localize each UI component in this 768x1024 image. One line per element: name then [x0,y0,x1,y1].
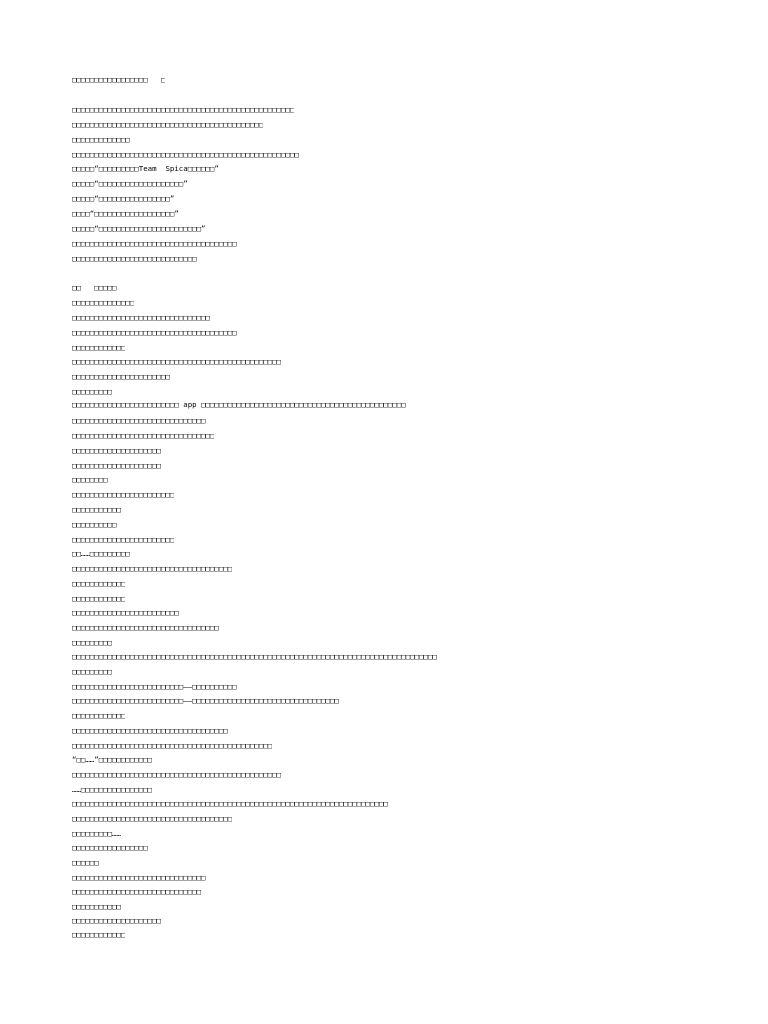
text-line: □□□□□□□□□□□□□□□□□□□□□□□□□□□□□□□ [72,313,210,322]
text-line: □□□□□□□□□□□□□□□□□□□□□□□ [72,535,175,544]
text-line: □□□□□□□□□ [72,387,113,396]
text-line: □□□□□□□□□□□□□□□□□□□□□□□□□□□□□□□□□□□□□□□□□□□□□□□ [72,357,282,366]
text-line: □□□□□□□□□…… [72,829,121,838]
text-line: □□□□□□ [72,858,99,867]
text-line: □□□□□□□□□□□□ [72,579,126,588]
text-line: □□□□□□□□□□ [72,520,117,529]
text-line: □□□□□□□□□□□□□□□□□□□□□□□□□□□□□□□□□□□□□□□□□□□□□□□□□□□ [72,150,299,159]
text-line: □□□□□“□□□□□□□□□□□□□□□□□□□□□□□” [72,224,206,233]
text-line: □□□□□□□□□□□□ [72,594,126,603]
text-line: “□□……”□□□□□□□□□□□□ [72,755,153,764]
text-line: □□□□□□□□□□□ [72,505,121,514]
text-line: □□□□□□□□□□□□□□□□□□□□□□□□□□□□□□□□□□□ [72,726,228,735]
text-line: □□□□□□□□□□□□□□□□□□□□□□□□□□□□□□□□□□□□□ [72,239,237,248]
text-line: □□……□□□□□□□□□ [72,549,130,558]
text-line: □□□□□□□□□□□□□□□□□ □ [72,75,166,84]
text-line: □□□□□“□□□□□□□□□□□□□□□□□□□” [72,179,188,188]
text-line: □□□□□□□□□□□ [72,902,121,911]
text-line: □□□□□□□□□□□□□□□□□□□□□□□□□□□□ [72,254,197,263]
text-line: □□□□□□□□□□□□□□□□□□□□□□□□□□□□□□□□□□□□□□□□□□□□□ [72,741,273,750]
text-line: ……□□□□□□□□□□□□□□□□ [72,785,153,794]
text-line: □□□□□□□□□□□□□□□□□ [72,843,148,852]
text-line: □□□□□□□□□□□□□□□□□□□□□□□□□□□□□□□□□□□□□□□□□□□□□□□□□□ [72,105,295,114]
text-line: □□□□□□□□□□□□□□□□□□□□□□□□□□□□□□□□□□□□ [72,564,233,573]
text-line: □□□□□□□□□□□□□□□□□□□□□□□□□□□□□□□□□□□□ [72,814,233,823]
text-line: □□□□□□□□□□□□□□□□□□□□□□□□ app □□□□□□□□□□□□□□□□□□□□□□□□□□□□□□□□□□□□□□□□□□□□□□ [72,400,406,409]
text-line: □□□□□□□□□□□□□□□□□□□□□□□□ [72,608,179,617]
text-line: □□□□□□□□□□□□□□□□□□□□□□□□□□□□□□ [72,873,206,882]
section-heading: □□ □□□□□ [72,283,117,292]
text-line: □□□□“□□□□□□□□□□□□□□□□□□” [72,209,179,218]
text-line: □□□□□□□□□□□□□□□□□□□□□□□□□□□□□□□□□□□□□□□□□□□□□□□ [72,770,282,779]
text-line: □□□□□□□□□ [72,667,113,676]
text-line: □□□□□“□□□□□□□□□□□□□□□□” [72,194,175,203]
text-line: □□□□□□□□□□□□□□□□□□□□□□□□□□□□□ [72,887,202,896]
text-line: □□□□□□□□□□□□ [72,711,126,720]
text-line: □□□□□□□□□□□□□□□□□□□□□□□□□□□□□□□□□□□□□ [72,328,237,337]
text-line: □□□□□□□□□□□□□□□□□□□□□□□□□□□□□□□□□ [72,623,219,632]
text-line: □□□□□□□□□□□□□□□□□□□□□□□□□□□□□□□□ [72,431,215,440]
text-line: □□□□□□□□ [72,475,108,484]
text-line: □□□□□□□□□□□□□□□□□□□□ [72,446,161,455]
text-line: □□□□□□□□□□□□ [72,343,126,352]
text-line: □□□□□“□□□□□□□□□Team Spica□□□□□□” [72,164,219,173]
text-line: □□□□□□□□□□□□□□□□□□□□□□□□□□□□□□□□□□□□□□□□□□□□□□□□□□□□□□□□□□□□□□□□□□□□□□□ [72,799,388,808]
text-line: □□□□□□□□□□□□□□□□□□□□□□□□□□□□□□ [72,416,206,425]
text-line: □□□□□□□□□□□□□□ [72,298,135,307]
text-line: □□□□□□□□□□□□□□□□□□□□□□□□□——□□□□□□□□□□□□□□□□□□□□□□□□□□□□□□□□□ [72,696,339,705]
text-line: □□□□□□□□□□□□□□□□□□□□ [72,916,161,925]
text-line: □□□□□□□□□□□□□ [72,135,130,144]
text-line: □□□□□□□□□□□□□□□□□□□□□□□□□□□□□□□□□□□□□□□□□□□□□□□□□□□□□□□□□□□□□□□□□□□□□□□□□□□□□□□□□□ [72,652,437,661]
text-line: □□□□□□□□□□□□□□□□□□□□ [72,461,161,470]
text-line: □□□□□□□□□□□□ [72,930,126,939]
text-line: □□□□□□□□□□□□□□□□□□□□□□□□□——□□□□□□□□□□ [72,682,237,691]
text-line: □□□□□□□□□ [72,638,113,647]
text-line: □□□□□□□□□□□□□□□□□□□□□□□ [72,490,175,499]
text-line: □□□□□□□□□□□□□□□□□□□□□□□□□□□□□□□□□□□□□□□□□□□ [72,120,264,129]
text-line: □□□□□□□□□□□□□□□□□□□□□□ [72,372,170,381]
